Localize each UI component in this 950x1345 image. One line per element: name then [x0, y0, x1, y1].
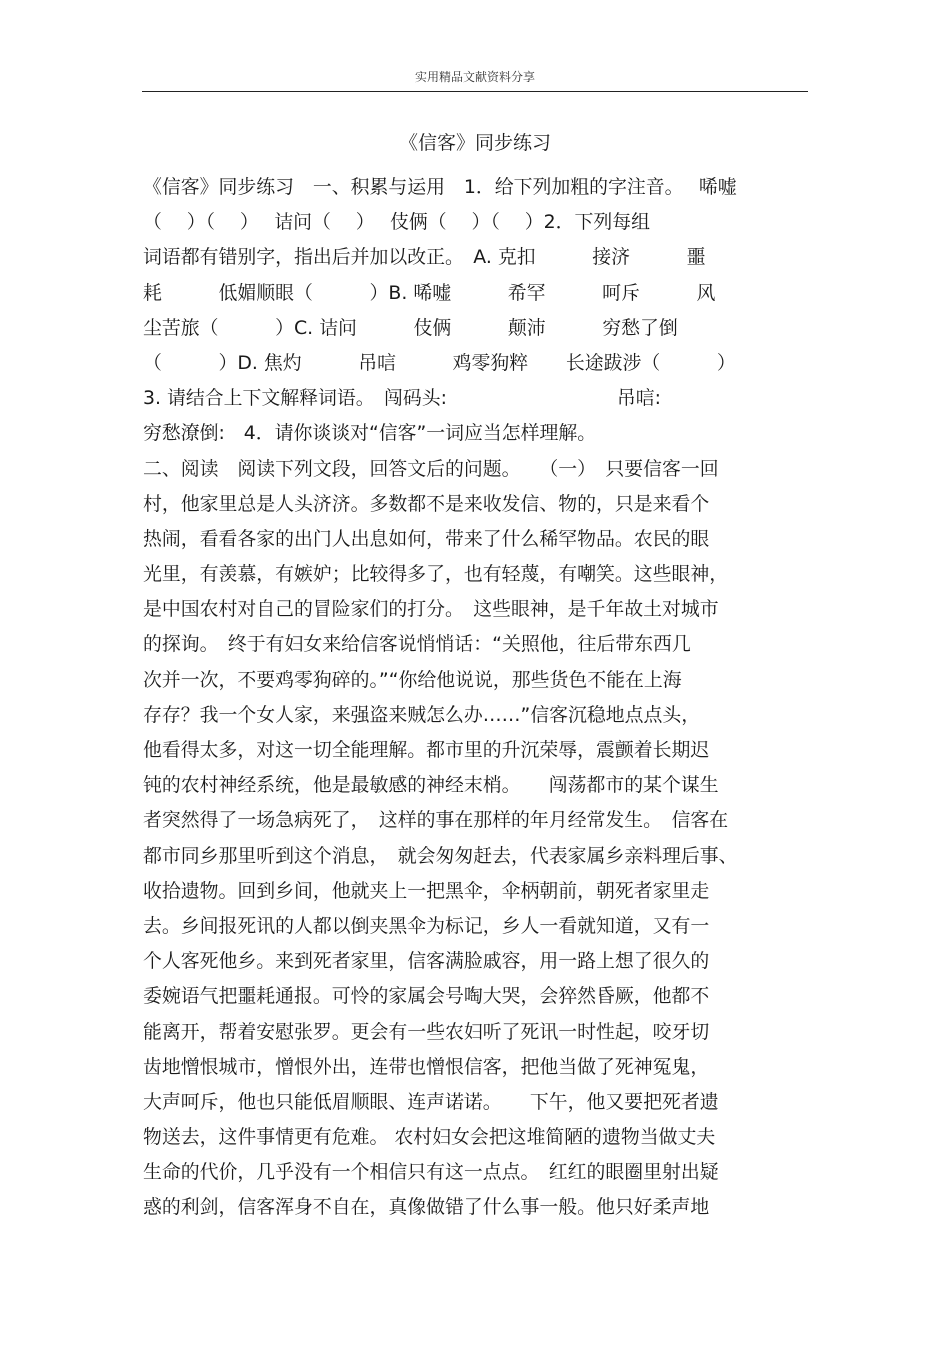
text-line: 词语都有错别字，指出后并加以改正。 A. 克扣 接济 噩 [143, 246, 706, 269]
text-line: 存存？我一个女人家，来强盗来贼怎么办……”信客沉稳地点点头， [143, 703, 701, 726]
text-line: 齿地憎恨城市，憎恨外出，连带也憎恨信客，把他当做了死神冤鬼， [143, 1055, 710, 1078]
text-line: 《信客》同步练习 一、积累与运用 1．给下列加粗的字注音。 唏嘘 [143, 176, 737, 198]
text-line: 3. 请结合上下文解释词语。 闯码头: 吊唁: [143, 387, 662, 410]
text-line: 穷愁潦倒: 4．请你谈谈对“信客”一词应当怎样理解。 [143, 422, 597, 445]
document-body [143, 170, 813, 1226]
text-line: 收拾遗物。回到乡间，他就夹上一把黑伞，伞柄朝前，朝死者家里走 [143, 879, 710, 902]
text-line: 个人客死他乡。来到死者家里，信客满脸戚容，用一路上想了很久的 [143, 950, 710, 973]
text-line: 物送去，这件事情更有危难。 农村妇女会把这堆简陋的遗物当做丈夫 [143, 1126, 716, 1149]
text-line: 的探询。 终于有妇女来给信客说悄悄话：“关照他，往后带东西几 [143, 633, 691, 656]
text-line: 尘苦旅（ ）C. 诘问 伎俩 颠沛 穷愁了倒 [143, 316, 678, 339]
text-line: 光里，有羡慕，有嫉妒；比较得多了，也有轻蔑，有嘲笑。这些眼神， [143, 563, 729, 586]
text-line: 耗 低媚顺眼（ ）B. 唏嘘 希罕 呵斥 风 [143, 281, 716, 304]
text-line: 村，他家里总是人头济济。多数都不是来收发信、物的，只是来看个 [143, 492, 710, 515]
text-line: 惑的利剑，信客浑身不自在，真像做错了什么事一般。他只好柔声地 [143, 1196, 710, 1219]
text-line: 大声呵斥，他也只能低眉顺眼、连声诺诺。 下午，他又要把死者遗 [143, 1090, 719, 1113]
text-line: 他看得太多，对这一切全能理解。都市里的升沉荣辱，震颤着长期迟 [143, 739, 710, 761]
text-line: 者突然得了一场急病死了， 这样的事在那样的年月经常发生。 信客在 [143, 809, 729, 832]
text-line: 是中国农村对自己的冒险家们的打分。 这些眼神，是千年故土对城市 [143, 598, 719, 621]
text-line: （ ）D. 焦灼 吊唁 鸡零狗粹 长途跋涉（ ） [143, 351, 736, 374]
text-line: 二、阅读 阅读下列文段，回答文后的问题。 （一） 只要信客一回 [143, 457, 719, 480]
text-line: 委婉语气把噩耗通报。可怜的家属会号啕大哭，会猝然昏厥，他都不 [143, 985, 710, 1008]
text-line: 热闹，看看各家的出门人出息如何，带来了什么稀罕物品。农民的眼 [143, 527, 710, 550]
text-line: （ ）（ ） 诘问（ ） 伎俩（ ）（ ）2．下列每组 [143, 211, 650, 234]
document-title: 《信客》同步练习 [398, 132, 551, 154]
text-line: 生命的代价，几乎没有一个相信只有这一点点。 红红的眼圈里射出疑 [143, 1161, 719, 1184]
text-line: 都市同乡那里听到这个消息， 就会匆匆赶去，代表家属乡亲料理后事、 [143, 844, 738, 867]
text-line: 去。乡间报死讯的人都以倒夹黑伞为标记，乡人一看就知道，又有一 [143, 914, 710, 937]
page-header: 实用精品文献资料分享 [414, 70, 535, 84]
text-line: 次并一次，不要鸡零狗碎的。”“你给他说说，那些货色不能在上海 [143, 668, 682, 691]
text-line: 钝的农村神经系统，他是最敏感的神经末梢。 闯荡都市的某个谋生 [143, 774, 719, 797]
text-line: 能离开，帮着安慰张罗。更会有一些农妇听了死讯一时性起，咬牙切 [143, 1020, 710, 1043]
header-divider [142, 91, 808, 92]
